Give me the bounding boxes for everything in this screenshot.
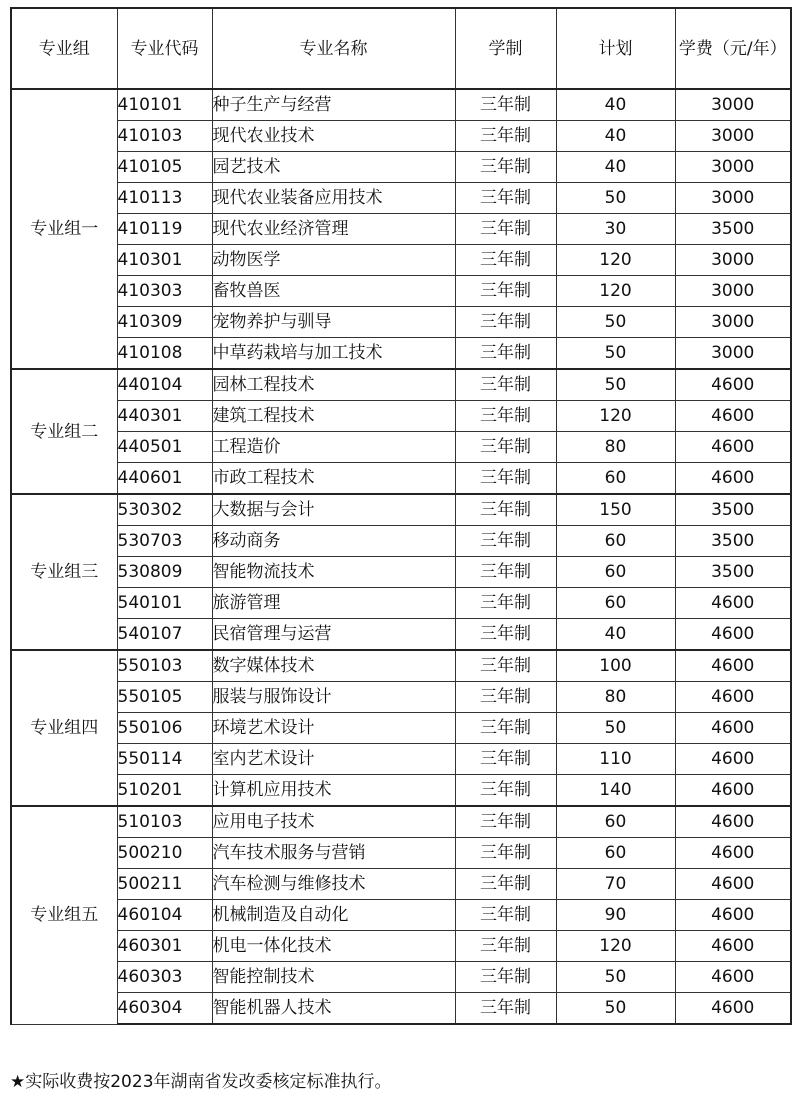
table-row	[11, 900, 791, 931]
major-code: 440601	[117, 463, 212, 495]
major-code: 540101	[117, 588, 212, 619]
tuition-fee: 3500	[675, 526, 791, 557]
table-row	[11, 526, 791, 557]
study-system: 三年制	[455, 806, 556, 838]
enrollment-plan: 80	[556, 432, 675, 463]
tuition-fee: 4600	[675, 993, 791, 1025]
header-fee: 学费（元/年）	[675, 8, 791, 89]
enrollment-plan: 100	[556, 650, 675, 682]
table-row	[11, 401, 791, 432]
major-code: 550114	[117, 744, 212, 775]
study-system: 三年制	[455, 369, 556, 401]
header-plan: 计划	[556, 8, 675, 89]
tuition-fee: 3000	[675, 245, 791, 276]
enrollment-plan: 50	[556, 369, 675, 401]
major-code: 410309	[117, 307, 212, 338]
tuition-fee: 4600	[675, 931, 791, 962]
major-code: 550103	[117, 650, 212, 682]
tuition-fee: 4600	[675, 869, 791, 900]
study-system: 三年制	[455, 588, 556, 619]
major-code: 410301	[117, 245, 212, 276]
major-code: 410103	[117, 121, 212, 152]
group-label: 专业组五	[11, 806, 117, 1024]
study-system: 三年制	[455, 276, 556, 307]
tuition-fee: 4600	[675, 650, 791, 682]
tuition-fee: 3500	[675, 557, 791, 588]
major-name: 数字媒体技术	[212, 650, 455, 682]
major-code: 440301	[117, 401, 212, 432]
major-code: 460104	[117, 900, 212, 931]
major-code: 530302	[117, 494, 212, 526]
table-row	[11, 775, 791, 807]
enrollment-plan: 50	[556, 962, 675, 993]
tuition-fee: 4600	[675, 463, 791, 495]
group-label: 专业组三	[11, 494, 117, 650]
enrollment-plan: 60	[556, 588, 675, 619]
table-row	[11, 869, 791, 900]
major-name: 现代农业装备应用技术	[212, 183, 455, 214]
major-name: 现代农业经济管理	[212, 214, 455, 245]
header-system: 学制	[455, 8, 556, 89]
major-name: 种子生产与经营	[212, 89, 455, 121]
tuition-fee: 3000	[675, 276, 791, 307]
study-system: 三年制	[455, 245, 556, 276]
tuition-fee: 4600	[675, 713, 791, 744]
study-system: 三年制	[455, 744, 556, 775]
major-code: 550106	[117, 713, 212, 744]
table-row	[11, 214, 791, 245]
major-name: 现代农业技术	[212, 121, 455, 152]
header-code: 专业代码	[117, 8, 212, 89]
study-system: 三年制	[455, 993, 556, 1025]
major-code: 500211	[117, 869, 212, 900]
study-system: 三年制	[455, 121, 556, 152]
enrollment-plan: 120	[556, 245, 675, 276]
table-row	[11, 89, 791, 121]
study-system: 三年制	[455, 401, 556, 432]
major-code: 460304	[117, 993, 212, 1025]
table-row	[11, 619, 791, 651]
study-system: 三年制	[455, 931, 556, 962]
study-system: 三年制	[455, 869, 556, 900]
major-name: 环境艺术设计	[212, 713, 455, 744]
table-row	[11, 744, 791, 775]
tuition-fee: 4600	[675, 682, 791, 713]
table-body	[11, 89, 791, 1024]
major-name: 园林工程技术	[212, 369, 455, 401]
study-system: 三年制	[455, 432, 556, 463]
study-system: 三年制	[455, 713, 556, 744]
enrollment-plan: 60	[556, 463, 675, 495]
tuition-fee: 4600	[675, 619, 791, 651]
enrollment-plan: 40	[556, 619, 675, 651]
major-name: 汽车检测与维修技术	[212, 869, 455, 900]
table-row	[11, 276, 791, 307]
group-label: 专业组四	[11, 650, 117, 806]
enrollment-plan: 150	[556, 494, 675, 526]
major-name: 大数据与会计	[212, 494, 455, 526]
enrollment-plan: 30	[556, 214, 675, 245]
table-row	[11, 338, 791, 370]
table-row	[11, 432, 791, 463]
major-code: 500210	[117, 838, 212, 869]
study-system: 三年制	[455, 962, 556, 993]
table-row	[11, 245, 791, 276]
table-row	[11, 682, 791, 713]
study-system: 三年制	[455, 89, 556, 121]
major-code: 460301	[117, 931, 212, 962]
table-row	[11, 931, 791, 962]
study-system: 三年制	[455, 650, 556, 682]
header-name: 专业名称	[212, 8, 455, 89]
major-code: 410101	[117, 89, 212, 121]
major-code: 550105	[117, 682, 212, 713]
table-header	[11, 8, 791, 89]
major-name: 智能控制技术	[212, 962, 455, 993]
table-row	[11, 713, 791, 744]
enrollment-plan: 50	[556, 993, 675, 1025]
enrollment-plan: 40	[556, 152, 675, 183]
table-row	[11, 121, 791, 152]
tuition-fee: 3000	[675, 89, 791, 121]
major-name: 宠物养护与驯导	[212, 307, 455, 338]
study-system: 三年制	[455, 526, 556, 557]
study-system: 三年制	[455, 463, 556, 495]
major-name: 建筑工程技术	[212, 401, 455, 432]
enrollment-plan: 110	[556, 744, 675, 775]
enrollment-plan: 120	[556, 276, 675, 307]
major-code: 510103	[117, 806, 212, 838]
fee-footnote: ★实际收费按2023年湖南省发改委核定标准执行。	[10, 1072, 392, 1092]
header-group: 专业组	[11, 8, 117, 89]
group-label: 专业组一	[11, 89, 117, 369]
major-name: 智能机器人技术	[212, 993, 455, 1025]
table-row	[11, 183, 791, 214]
major-code: 410303	[117, 276, 212, 307]
tuition-fee: 4600	[675, 806, 791, 838]
study-system: 三年制	[455, 183, 556, 214]
enrollment-plan: 50	[556, 713, 675, 744]
study-system: 三年制	[455, 557, 556, 588]
enrollment-plan: 50	[556, 338, 675, 370]
major-name: 计算机应用技术	[212, 775, 455, 807]
major-name: 机械制造及自动化	[212, 900, 455, 931]
enrollment-plan: 120	[556, 931, 675, 962]
enrollment-plan: 50	[556, 307, 675, 338]
enrollment-plan: 80	[556, 682, 675, 713]
major-name: 智能物流技术	[212, 557, 455, 588]
tuition-fee: 3000	[675, 307, 791, 338]
study-system: 三年制	[455, 775, 556, 807]
tuition-fee: 4600	[675, 962, 791, 993]
tuition-fee: 3000	[675, 183, 791, 214]
tuition-fee: 3000	[675, 338, 791, 370]
group-label: 专业组二	[11, 369, 117, 494]
study-system: 三年制	[455, 338, 556, 370]
enrollment-plan: 90	[556, 900, 675, 931]
study-system: 三年制	[455, 494, 556, 526]
major-name: 旅游管理	[212, 588, 455, 619]
major-name: 畜牧兽医	[212, 276, 455, 307]
table-row	[11, 993, 791, 1025]
study-system: 三年制	[455, 152, 556, 183]
majors-table	[10, 7, 792, 1025]
major-name: 工程造价	[212, 432, 455, 463]
enrollment-plan: 60	[556, 526, 675, 557]
table-row	[11, 557, 791, 588]
tuition-fee: 3000	[675, 121, 791, 152]
table-row	[11, 152, 791, 183]
study-system: 三年制	[455, 214, 556, 245]
major-name: 民宿管理与运营	[212, 619, 455, 651]
enrollment-plan: 60	[556, 806, 675, 838]
table-row	[11, 650, 791, 682]
major-name: 机电一体化技术	[212, 931, 455, 962]
enrollment-plan: 60	[556, 838, 675, 869]
study-system: 三年制	[455, 619, 556, 651]
header-row	[11, 8, 791, 89]
major-name: 动物医学	[212, 245, 455, 276]
table-row	[11, 463, 791, 495]
tuition-fee: 4600	[675, 588, 791, 619]
enrollment-plan: 50	[556, 183, 675, 214]
major-code: 410105	[117, 152, 212, 183]
major-code: 530703	[117, 526, 212, 557]
table-row	[11, 369, 791, 401]
major-code: 440104	[117, 369, 212, 401]
tuition-fee: 3500	[675, 494, 791, 526]
enrollment-plan: 40	[556, 121, 675, 152]
tuition-fee: 3000	[675, 152, 791, 183]
major-code: 510201	[117, 775, 212, 807]
tuition-fee: 4600	[675, 432, 791, 463]
major-code: 540107	[117, 619, 212, 651]
major-name: 室内艺术设计	[212, 744, 455, 775]
major-name: 应用电子技术	[212, 806, 455, 838]
major-code: 410113	[117, 183, 212, 214]
study-system: 三年制	[455, 900, 556, 931]
major-code: 530809	[117, 557, 212, 588]
study-system: 三年制	[455, 307, 556, 338]
tuition-fee: 4600	[675, 744, 791, 775]
table-row	[11, 307, 791, 338]
major-code: 410108	[117, 338, 212, 370]
tuition-fee: 4600	[675, 775, 791, 807]
major-name: 服装与服饰设计	[212, 682, 455, 713]
enrollment-plan: 120	[556, 401, 675, 432]
major-name: 汽车技术服务与营销	[212, 838, 455, 869]
enrollment-plan: 40	[556, 89, 675, 121]
major-name: 市政工程技术	[212, 463, 455, 495]
study-system: 三年制	[455, 838, 556, 869]
major-name: 中草药栽培与加工技术	[212, 338, 455, 370]
tuition-fee: 4600	[675, 838, 791, 869]
table-row	[11, 838, 791, 869]
major-code: 410119	[117, 214, 212, 245]
tuition-fee: 3500	[675, 214, 791, 245]
major-code: 440501	[117, 432, 212, 463]
major-name: 园艺技术	[212, 152, 455, 183]
major-code: 460303	[117, 962, 212, 993]
tuition-fee: 4600	[675, 369, 791, 401]
table-row	[11, 806, 791, 838]
tuition-fee: 4600	[675, 900, 791, 931]
table-row	[11, 962, 791, 993]
table-row	[11, 588, 791, 619]
table-row	[11, 494, 791, 526]
tuition-fee: 4600	[675, 401, 791, 432]
enrollment-plan: 70	[556, 869, 675, 900]
study-system: 三年制	[455, 682, 556, 713]
major-name: 移动商务	[212, 526, 455, 557]
enrollment-plan: 140	[556, 775, 675, 807]
enrollment-plan: 60	[556, 557, 675, 588]
